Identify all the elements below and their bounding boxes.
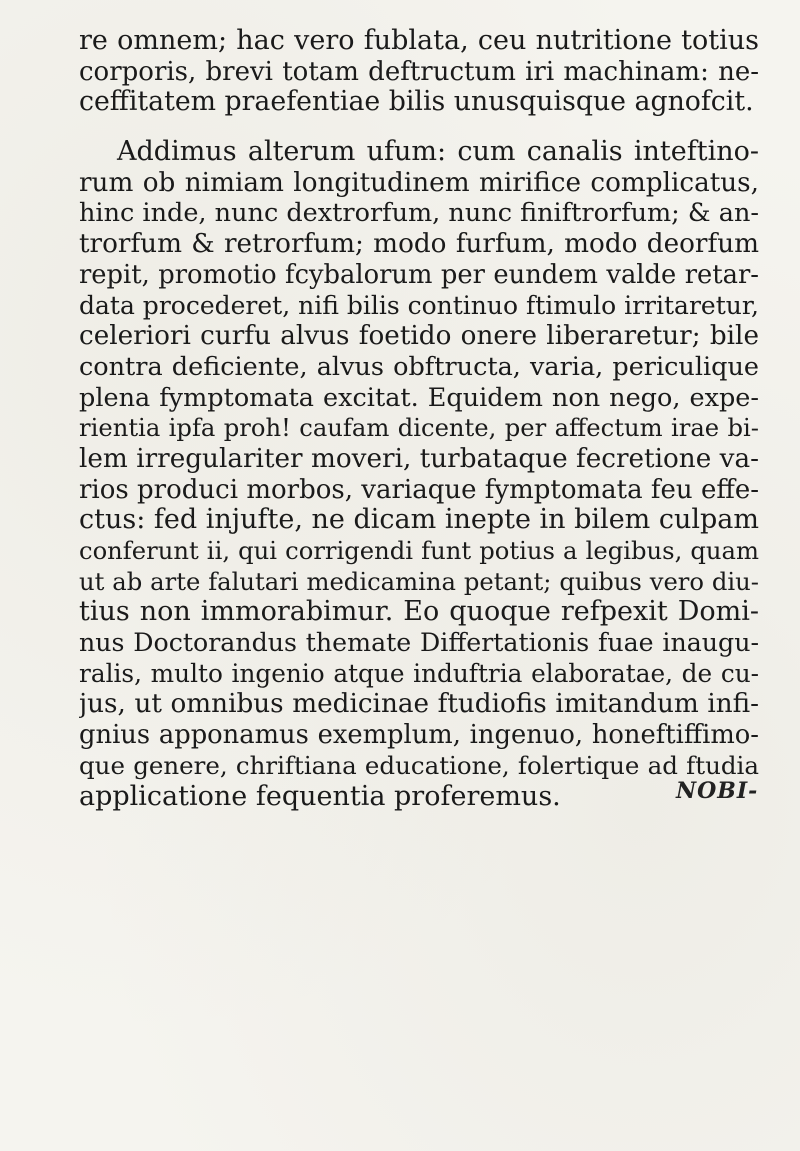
text-line: trorfum & retrorfum; modo furfum, modo deorfum bbox=[79, 229, 759, 260]
text-line: jus, ut omnibus medicinae ftudiofis imitandum infi- bbox=[79, 689, 759, 720]
paragraph-gap bbox=[79, 118, 759, 137]
catchword: NOBI- bbox=[676, 778, 759, 804]
text-line: ralis, multo ingenio atque induftria elaboratae, de cu- bbox=[79, 658, 759, 688]
body-text bbox=[79, 26, 759, 812]
text-line: hinc inde, nunc dextrorfum, nunc finiftrorfum; & an- bbox=[79, 198, 759, 229]
text-line: Addimus alterum ufum: cum canalis inteftino- bbox=[117, 137, 759, 168]
text-line: que genere, chriftiana educatione, folertique ad ftudia bbox=[79, 750, 759, 780]
text-line: corporis, brevi totam deftructum iri machinam: ne- bbox=[79, 56, 759, 87]
text-line: celeriori curfu alvus foetido onere liberaretur; bile bbox=[79, 321, 759, 352]
text-line: tius non immorabimur. Eo quoque refpexit Domi- bbox=[79, 597, 759, 628]
text-line: contra deficiente, alvus obftructa, varia, periculique bbox=[79, 351, 759, 382]
text-line: plena fymptomata excitat. Equidem non nego, expe- bbox=[79, 382, 759, 413]
text-line: rios produci morbos, variaque fymptomata feu effe- bbox=[79, 474, 759, 505]
text-line: ctus: fed injufte, ne dicam inepte in bilem culpam bbox=[79, 505, 759, 536]
text-line: ut ab arte falutari medicamina petant; quibus vero diu- bbox=[79, 566, 759, 596]
text-line: conferunt ii, qui corrigendi funt potius a legibus, quam bbox=[79, 536, 759, 565]
text-line: ceffitatem praefentiae bilis unusquisque agnofcit. bbox=[79, 87, 754, 118]
text-line: rientia ipfa proh! caufam dicente, per affectum irae bi- bbox=[79, 413, 759, 443]
text-line: rum ob nimiam longitudinem mirifice complicatus, bbox=[79, 167, 759, 198]
text-line: data procederet, nifi bilis continuo ftimulo irritaretur, bbox=[79, 290, 759, 320]
text-line: lem irregulariter moveri, turbataque fecretione va- bbox=[79, 443, 759, 474]
text-line: nus Doctorandus themate Differtationis fuae inaugu- bbox=[79, 628, 759, 658]
text-line: applicatione fequentia proferemus. bbox=[79, 781, 561, 812]
text-line: repit, promotio fcybalorum per eundem valde retar- bbox=[79, 259, 759, 290]
text-line: gnius apponamus exemplum, ingenuo, honeftiffimo- bbox=[79, 720, 759, 751]
text-line: re omnem; hac vero fublata, ceu nutritione totius bbox=[79, 26, 759, 56]
